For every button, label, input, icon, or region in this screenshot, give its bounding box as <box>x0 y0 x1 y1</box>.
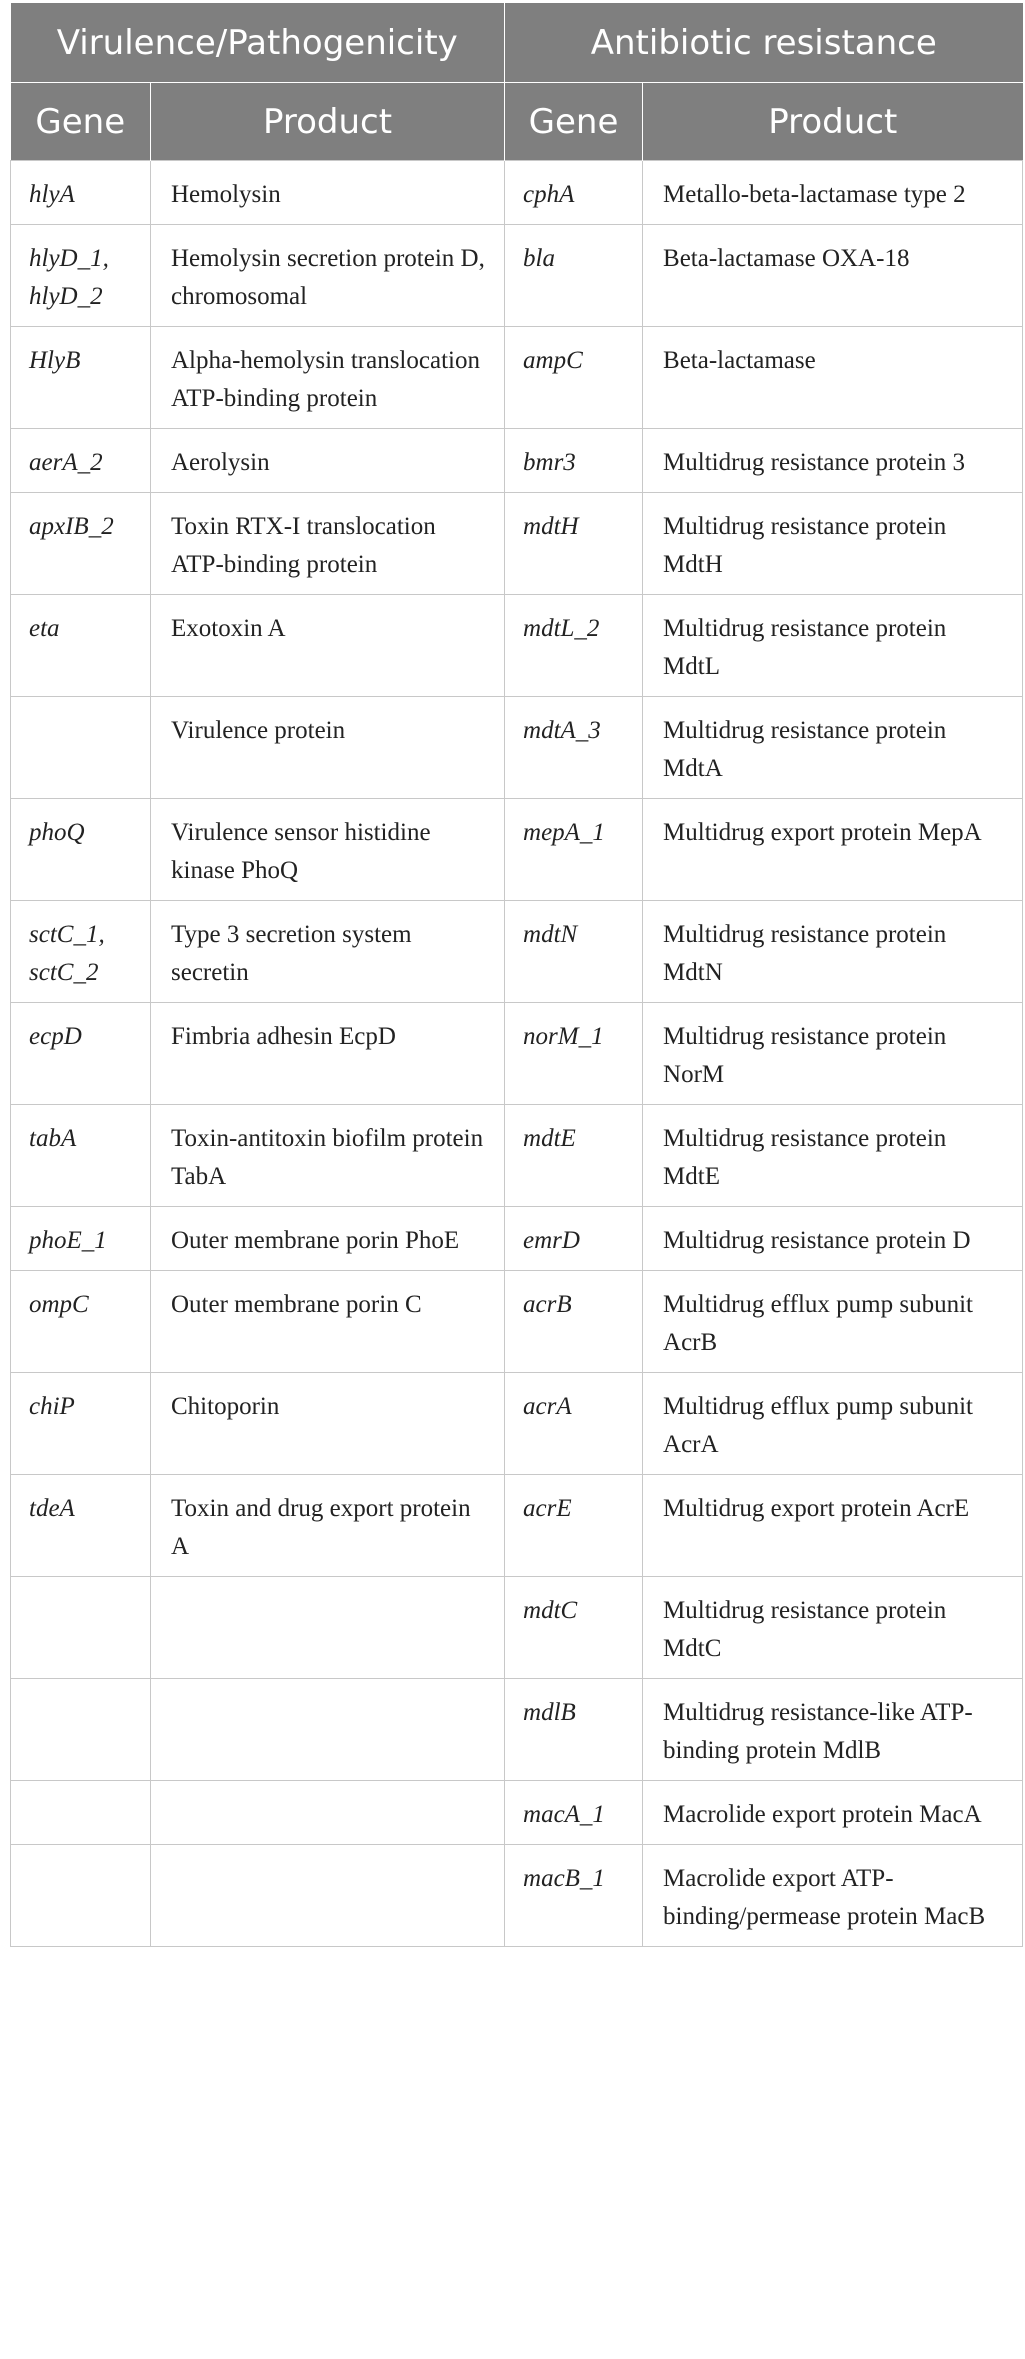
virulence-product-cell: Aerolysin <box>151 429 505 493</box>
antibiotic-product-cell: Beta-lactamase <box>643 327 1023 429</box>
antibiotic-product-cell: Macrolide export ATP-binding/permease protein MacB <box>643 1845 1023 1947</box>
table-header <box>11 3 1023 161</box>
header-gene-antibiotic: Gene <box>505 83 643 161</box>
header-gene-virulence: Gene <box>11 83 151 161</box>
virulence-gene-cell: aerA_2 <box>11 429 151 493</box>
antibiotic-gene-cell: macB_1 <box>505 1845 643 1947</box>
table-row <box>11 697 1023 799</box>
virulence-product-cell: Chitoporin <box>151 1373 505 1475</box>
antibiotic-product-cell: Multidrug resistance protein MdtC <box>643 1577 1023 1679</box>
virulence-product-cell: Fimbria adhesin EcpD <box>151 1003 505 1105</box>
antibiotic-product-cell: Multidrug resistance protein MdtL <box>643 595 1023 697</box>
antibiotic-product-cell: Multidrug resistance protein MdtE <box>643 1105 1023 1207</box>
virulence-product-cell: Hemolysin secretion protein D, chromosomal <box>151 225 505 327</box>
table-row <box>11 429 1023 493</box>
virulence-product-cell: Toxin and drug export protein A <box>151 1475 505 1577</box>
antibiotic-gene-cell: mdtN <box>505 901 643 1003</box>
table-row <box>11 225 1023 327</box>
gene-table <box>10 3 1023 1947</box>
table-row <box>11 1679 1023 1781</box>
table-row <box>11 1577 1023 1679</box>
header-virulence-pathogenicity: Virulence/Pathogenicity <box>11 3 505 83</box>
virulence-gene-cell: tdeA <box>11 1475 151 1577</box>
header-product-virulence: Product <box>151 83 505 161</box>
antibiotic-product-cell: Beta-lactamase OXA-18 <box>643 225 1023 327</box>
virulence-gene-cell <box>11 1577 151 1679</box>
virulence-gene-cell: HlyB <box>11 327 151 429</box>
virulence-gene-cell <box>11 1679 151 1781</box>
table-row <box>11 1271 1023 1373</box>
antibiotic-gene-cell: mdtE <box>505 1105 643 1207</box>
header-antibiotic-resistance: Antibiotic resistance <box>505 3 1023 83</box>
antibiotic-gene-cell: norM_1 <box>505 1003 643 1105</box>
antibiotic-product-cell: Metallo-beta-lactamase type 2 <box>643 161 1023 225</box>
virulence-gene-cell: ecpD <box>11 1003 151 1105</box>
virulence-gene-cell: hlyD_1, hlyD_2 <box>11 225 151 327</box>
virulence-gene-cell: ompC <box>11 1271 151 1373</box>
antibiotic-product-cell: Multidrug export protein MepA <box>643 799 1023 901</box>
virulence-gene-cell: eta <box>11 595 151 697</box>
antibiotic-product-cell: Multidrug resistance protein MdtN <box>643 901 1023 1003</box>
virulence-gene-cell: sctC_1, sctC_2 <box>11 901 151 1003</box>
virulence-gene-cell: phoE_1 <box>11 1207 151 1271</box>
virulence-product-cell <box>151 1577 505 1679</box>
table-row <box>11 799 1023 901</box>
antibiotic-gene-cell: acrB <box>505 1271 643 1373</box>
virulence-gene-cell: phoQ <box>11 799 151 901</box>
virulence-product-cell: Outer membrane porin PhoE <box>151 1207 505 1271</box>
antibiotic-product-cell: Multidrug resistance protein MdtH <box>643 493 1023 595</box>
table-row <box>11 1003 1023 1105</box>
table-row <box>11 327 1023 429</box>
table-row <box>11 1105 1023 1207</box>
table-row <box>11 161 1023 225</box>
antibiotic-product-cell: Multidrug export protein AcrE <box>643 1475 1023 1577</box>
antibiotic-gene-cell: acrE <box>505 1475 643 1577</box>
virulence-product-cell <box>151 1781 505 1845</box>
virulence-product-cell: Exotoxin A <box>151 595 505 697</box>
antibiotic-gene-cell: mdtL_2 <box>505 595 643 697</box>
table-row <box>11 1373 1023 1475</box>
antibiotic-product-cell: Multidrug resistance protein D <box>643 1207 1023 1271</box>
table-row <box>11 595 1023 697</box>
virulence-product-cell <box>151 1845 505 1947</box>
antibiotic-gene-cell: mepA_1 <box>505 799 643 901</box>
antibiotic-product-cell: Multidrug resistance protein NorM <box>643 1003 1023 1105</box>
antibiotic-gene-cell: mdtH <box>505 493 643 595</box>
virulence-gene-cell <box>11 1845 151 1947</box>
antibiotic-gene-cell: bla <box>505 225 643 327</box>
virulence-product-cell: Toxin RTX-I translocation ATP-binding protein <box>151 493 505 595</box>
virulence-product-cell: Toxin-antitoxin biofilm protein TabA <box>151 1105 505 1207</box>
virulence-product-cell: Virulence protein <box>151 697 505 799</box>
virulence-product-cell: Virulence sensor histidine kinase PhoQ <box>151 799 505 901</box>
virulence-product-cell: Outer membrane porin C <box>151 1271 505 1373</box>
virulence-product-cell <box>151 1679 505 1781</box>
antibiotic-gene-cell: mdtA_3 <box>505 697 643 799</box>
virulence-gene-cell: hlyA <box>11 161 151 225</box>
table-body <box>11 161 1023 1947</box>
table-row <box>11 493 1023 595</box>
header-product-antibiotic: Product <box>643 83 1023 161</box>
table-row <box>11 901 1023 1003</box>
virulence-product-cell: Hemolysin <box>151 161 505 225</box>
header-group-row <box>11 3 1023 83</box>
virulence-product-cell: Alpha-hemolysin translocation ATP-binding protein <box>151 327 505 429</box>
table-row <box>11 1475 1023 1577</box>
antibiotic-product-cell: Macrolide export protein MacA <box>643 1781 1023 1845</box>
antibiotic-gene-cell: mdtC <box>505 1577 643 1679</box>
antibiotic-product-cell: Multidrug resistance protein 3 <box>643 429 1023 493</box>
table-row <box>11 1845 1023 1947</box>
antibiotic-gene-cell: macA_1 <box>505 1781 643 1845</box>
virulence-gene-cell: tabA <box>11 1105 151 1207</box>
virulence-gene-cell <box>11 697 151 799</box>
virulence-gene-cell <box>11 1781 151 1845</box>
antibiotic-gene-cell: mdlB <box>505 1679 643 1781</box>
virulence-gene-cell: apxIB_2 <box>11 493 151 595</box>
header-column-row <box>11 83 1023 161</box>
virulence-gene-cell: chiP <box>11 1373 151 1475</box>
antibiotic-gene-cell: bmr3 <box>505 429 643 493</box>
antibiotic-gene-cell: acrA <box>505 1373 643 1475</box>
table-row <box>11 1781 1023 1845</box>
antibiotic-product-cell: Multidrug efflux pump subunit AcrA <box>643 1373 1023 1475</box>
antibiotic-gene-cell: ampC <box>505 327 643 429</box>
virulence-product-cell: Type 3 secretion system secretin <box>151 901 505 1003</box>
antibiotic-product-cell: Multidrug resistance protein MdtA <box>643 697 1023 799</box>
antibiotic-product-cell: Multidrug resistance-like ATP-binding protein MdlB <box>643 1679 1023 1781</box>
table-row <box>11 1207 1023 1271</box>
antibiotic-product-cell: Multidrug efflux pump subunit AcrB <box>643 1271 1023 1373</box>
antibiotic-gene-cell: emrD <box>505 1207 643 1271</box>
antibiotic-gene-cell: cphA <box>505 161 643 225</box>
